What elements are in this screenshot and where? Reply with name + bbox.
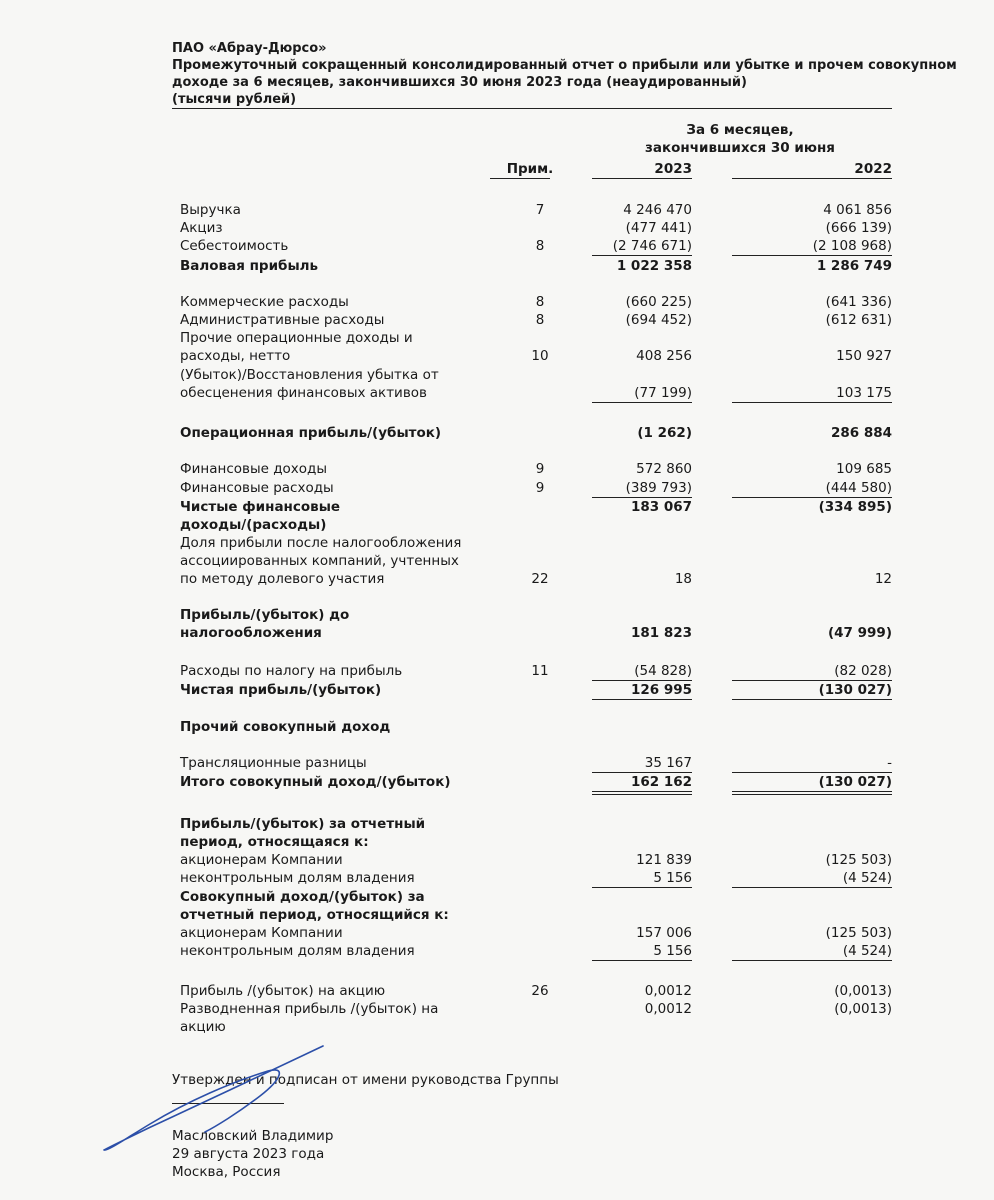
signature-line [172,1103,284,1104]
table-row [0,606,994,624]
row-value-2022: 103 175 [836,385,892,401]
table-row [0,888,994,906]
row-value-2023: 572 860 [636,461,692,477]
table-row [0,311,994,329]
row-label: Финансовые расходы [180,480,334,496]
row-label: акцию [180,1019,226,1035]
year-2023-header: 2023 [654,161,692,177]
signature-date: 29 августа 2023 года [172,1146,325,1162]
row-note: 8 [535,238,545,254]
row-value-2022: (641 336) [825,294,892,310]
signatory-name: Масловский Владимир [172,1128,334,1144]
row-value-2023: 5 156 [653,943,692,959]
row-value-2022: (130 027) [818,774,892,790]
table-row [0,347,994,365]
subtotal-line [732,699,892,700]
row-value-2023: (77 199) [634,385,692,401]
table-row [0,982,994,1000]
row-label: акционерам Компании [180,925,343,941]
row-label: Коммерческие расходы [180,294,349,310]
note-header-underline [490,178,550,179]
table-row [0,570,994,588]
row-label: Совокупный доход/(убыток) за [180,889,425,905]
row-label: по методу долевого участия [180,571,385,587]
subtotal-line [592,960,692,961]
row-value-2022: (4 524) [842,870,892,886]
table-row [0,237,994,255]
row-value-2023: 18 [674,571,692,587]
row-value-2022: (47 999) [827,625,892,641]
year-2022-header: 2022 [854,161,892,177]
row-label: Финансовые доходы [180,461,328,477]
subtotal-line [592,255,692,256]
row-value-2022: (125 503) [825,925,892,941]
total-double-line [592,791,692,792]
row-label: Прибыль/(убыток) до [180,607,350,623]
table-row [0,815,994,833]
row-note: 9 [535,461,545,477]
row-value-2023: 0,0012 [644,983,692,999]
row-note: 26 [531,983,549,999]
row-label: Доля прибыли после налогообложения [180,535,462,551]
period-header-line-2: закончившихся 30 июня [645,140,835,156]
table-row [0,479,994,497]
row-label: Выручка [180,202,241,218]
row-label: Итого совокупный доход/(убыток) [180,774,451,790]
row-value-2023: 35 167 [644,755,692,771]
subtotal-line [592,699,692,700]
row-value-2022: (0,0013) [834,1001,892,1017]
header-underline [172,108,892,109]
note-header: Прим. [506,161,554,177]
table-row [0,718,994,736]
row-label: неконтрольным долям владения [180,870,415,886]
year-2023-underline [592,178,692,179]
row-value-2023: 157 006 [636,925,692,941]
table-row [0,906,994,924]
row-value-2023: 1 022 358 [616,258,692,274]
total-double-line [732,794,892,795]
table-row [0,201,994,219]
row-value-2022: 4 061 856 [823,202,892,218]
row-value-2023: (1 262) [637,425,692,441]
subtotal-line [732,960,892,961]
row-value-2023: (694 452) [625,312,692,328]
row-label: налогообложения [180,625,322,641]
title-line-2: доходе за 6 месяцев, закончившихся 30 июня 2023 года (неаудированный) [172,75,747,90]
row-label: (Убыток)/Восстановления убытка от [180,367,439,383]
row-note: 11 [531,663,549,679]
row-note: 8 [535,312,545,328]
row-value-2022: (130 027) [818,682,892,698]
row-value-2023: 183 067 [630,499,692,515]
table-row [0,293,994,311]
row-label: Операционная прибыль/(убыток) [180,425,442,441]
row-label: расходы, нетто [180,348,291,364]
row-value-2023: 0,0012 [644,1001,692,1017]
row-label: Разводненная прибыль /(убыток) на [180,1001,439,1017]
row-value-2022: (666 139) [825,220,892,236]
row-value-2023: 5 156 [653,870,692,886]
table-row [0,552,994,570]
table-row [0,1000,994,1018]
row-label: ассоциированных компаний, учтенных [180,553,459,569]
table-row [0,833,994,851]
row-value-2022: (334 895) [818,499,892,515]
table-row [0,754,994,772]
row-note: 9 [535,480,545,496]
table-row [0,460,994,478]
row-value-2023: 181 823 [630,625,692,641]
table-row [0,257,994,275]
row-value-2023: 162 162 [630,774,692,790]
row-value-2022: (444 580) [825,480,892,496]
row-value-2023: (660 225) [625,294,692,310]
table-row [0,662,994,680]
row-value-2022: (612 631) [825,312,892,328]
row-value-2023: 121 839 [636,852,692,868]
table-row [0,424,994,442]
row-label: Расходы по налогу на прибыль [180,663,403,679]
table-row [0,329,994,347]
table-row [0,366,994,384]
row-value-2022: (4 524) [842,943,892,959]
row-label: акционерам Компании [180,852,343,868]
row-value-2023: 126 995 [630,682,692,698]
table-row [0,498,994,516]
row-value-2022: (0,0013) [834,983,892,999]
subtotal-line [732,402,892,403]
row-note: 8 [535,294,545,310]
signature-place: Москва, Россия [172,1164,281,1180]
row-label: Себестоимость [180,238,289,254]
title-line-1: Промежуточный сокращенный консолидированный отчет о прибыли или убытке и прочем совокупном [172,58,957,73]
table-row [0,384,994,402]
row-label: обесценения финансовых активов [180,385,428,401]
company-name: ПАО «Абрау-Дюрсо» [172,41,327,56]
year-2022-underline [732,178,892,179]
row-value-2022: 150 927 [836,348,892,364]
row-label: Чистая прибыль/(убыток) [180,682,382,698]
row-value-2022: (82 028) [834,663,892,679]
row-label: Прочий совокупный доход [180,719,391,735]
row-label: Прибыль/(убыток) за отчетный [180,816,426,832]
table-row [0,534,994,552]
row-value-2023: (54 828) [634,663,692,679]
row-value-2022: 286 884 [830,425,892,441]
table-row [0,1018,994,1036]
row-value-2023: (389 793) [625,480,692,496]
row-note: 7 [535,202,545,218]
row-note: 22 [531,571,549,587]
approval-text: Утвержден и подписан от имени руководства Группы [172,1072,559,1088]
table-row [0,924,994,942]
row-label: Валовая прибыль [180,258,319,274]
row-label: Административные расходы [180,312,385,328]
row-value-2022: (125 503) [825,852,892,868]
subtotal-line [592,402,692,403]
row-label: отчетный период, относящийся к: [180,907,449,923]
row-value-2022: - [887,755,892,771]
row-label: неконтрольным долям владения [180,943,415,959]
subtotal-line [732,255,892,256]
table-row [0,516,994,534]
total-double-line [592,794,692,795]
table-row [0,869,994,887]
row-value-2022: 1 286 749 [816,258,892,274]
table-row [0,624,994,642]
row-value-2023: (2 746 671) [612,238,692,254]
table-row [0,773,994,791]
row-label: Чистые финансовые [180,499,341,515]
row-value-2023: 4 246 470 [623,202,692,218]
row-note: 10 [531,348,549,364]
row-value-2022: 12 [874,571,892,587]
table-row [0,942,994,960]
table-row [0,851,994,869]
row-label: период, относящаяся к: [180,834,369,850]
row-label: Прибыль /(убыток) на акцию [180,983,386,999]
total-double-line [732,791,892,792]
row-label: Прочие операционные доходы и [180,330,413,346]
row-label: доходы/(расходы) [180,517,327,533]
row-label: Трансляционные разницы [180,755,367,771]
row-value-2022: (2 108 968) [812,238,892,254]
row-label: Акциз [180,220,223,236]
table-row [0,681,994,699]
table-row [0,219,994,237]
row-value-2023: 408 256 [636,348,692,364]
row-value-2023: (477 441) [625,220,692,236]
period-header-line-1: За 6 месяцев, [686,122,794,138]
units-label: (тысячи рублей) [172,92,297,107]
row-value-2022: 109 685 [836,461,892,477]
